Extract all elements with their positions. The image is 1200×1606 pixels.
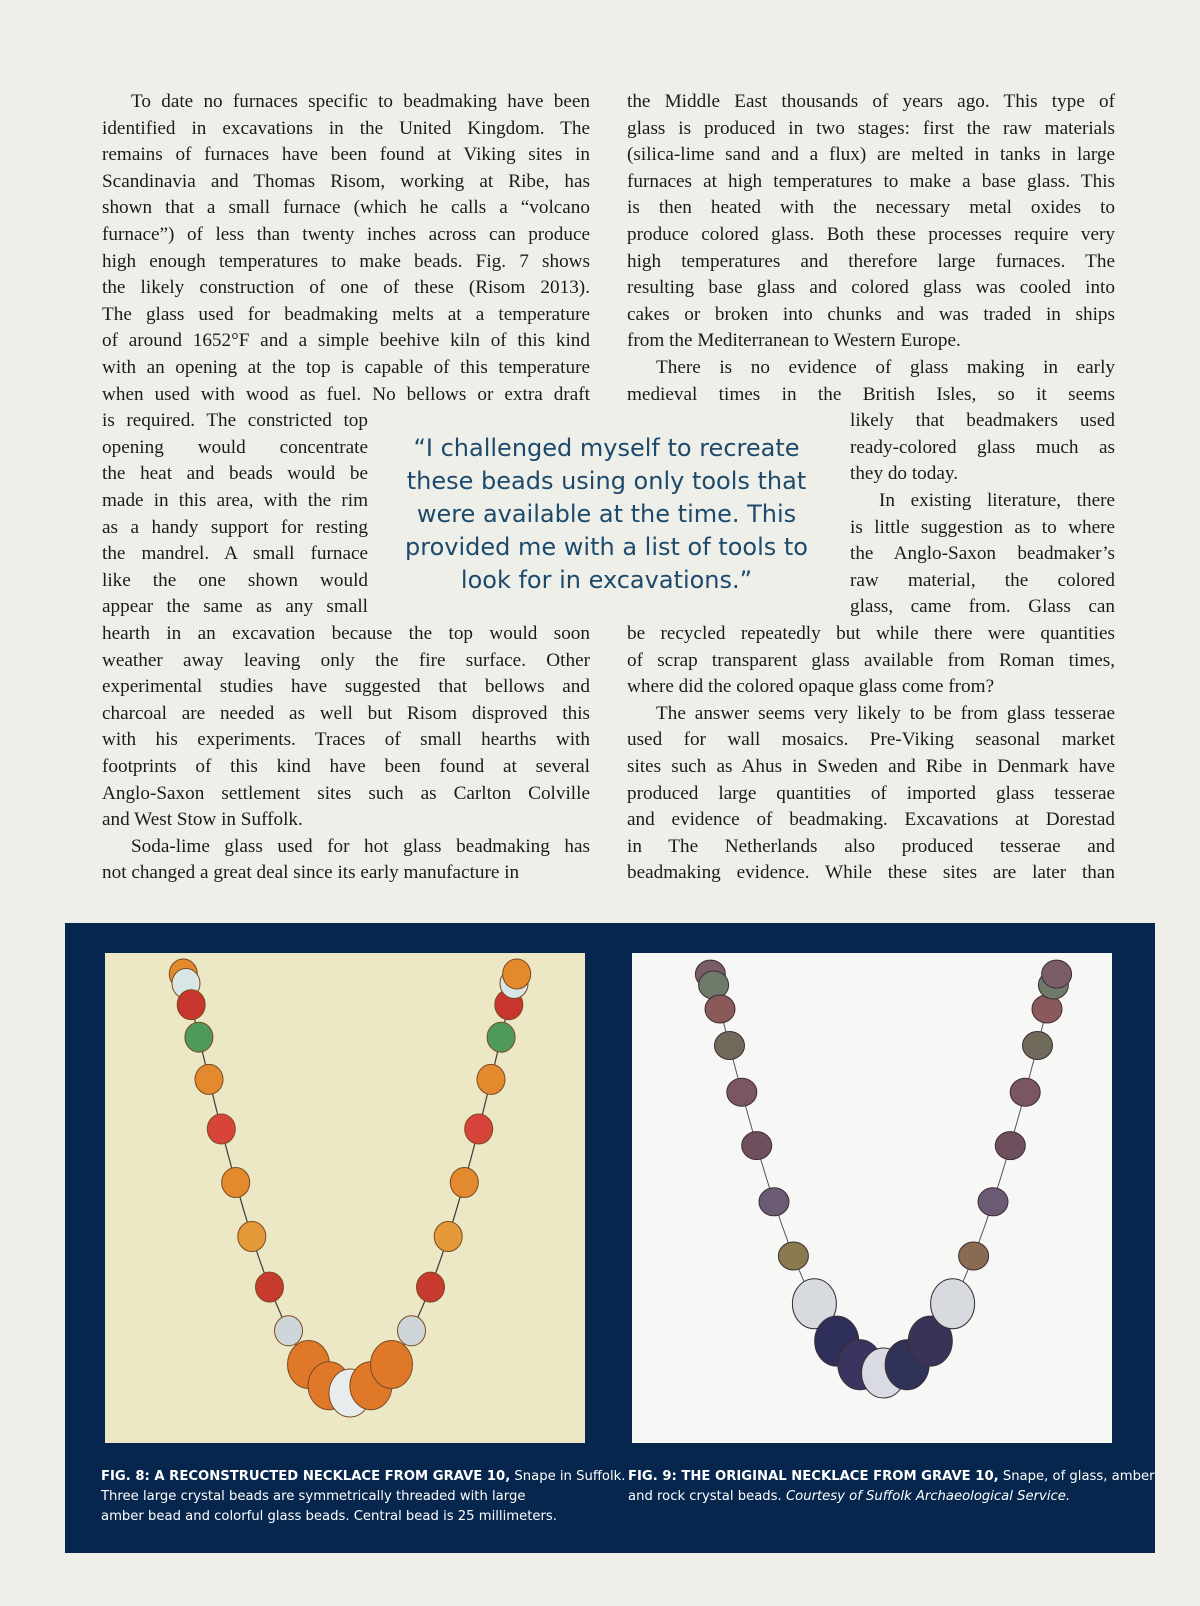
bead — [978, 1188, 1008, 1216]
bead — [207, 1114, 235, 1144]
text-line: with his experiments. Traces of small hearths with — [102, 729, 590, 751]
text-line: high temperatures and therefore large furnaces. The — [627, 250, 1115, 272]
text-line: be recycled repeatedly but while there were quantities — [627, 623, 1115, 644]
text-line: not changed a great deal since its early manufacture in — [102, 862, 520, 884]
text-line: is little suggestion as to where — [850, 516, 1115, 538]
text-line: with an opening at the top is capable of this temperature — [102, 357, 590, 378]
text-line: in The Netherlands also produced tesserae and — [627, 835, 1115, 857]
text-line: of around 1652°F and a simple beehive kiln of this kind — [102, 330, 590, 352]
bead — [1042, 960, 1072, 988]
bead — [727, 1078, 757, 1106]
figure-panel — [65, 923, 1155, 1553]
text-line: hearth in an excavation because the top would soon — [102, 623, 590, 644]
text-line: raw material, the colored — [850, 569, 1115, 591]
caption-line — [101, 1467, 626, 1487]
text-line: ready-colored glass much as — [850, 436, 1115, 458]
bead — [931, 1279, 975, 1329]
text-line: is required. The constricted top — [102, 410, 368, 432]
text-line: opening would concentrate — [102, 436, 368, 458]
text-line: sites such as Ahus in Sweden and Ribe in Denmark have — [627, 756, 1115, 777]
bead — [487, 1022, 515, 1052]
text-line: furnaces at high temperatures to make a base glass. This — [627, 170, 1115, 192]
caption-text: and rock crystal beads. — [628, 1489, 786, 1504]
text-line: Anglo-Saxon settlement sites such as Carlton Colville — [102, 782, 590, 804]
bead — [256, 1272, 284, 1302]
text-line: remains of furnaces have been found at Viking sites in — [102, 144, 590, 166]
text-line: the Anglo-Saxon beadmaker’s — [850, 543, 1115, 565]
text-line: the heat and beads would be — [102, 463, 368, 485]
pull-quote-line: provided me with a list of tools to — [405, 533, 808, 561]
bead — [759, 1188, 789, 1216]
text-line: produced large quantities of imported glass tesserae — [627, 782, 1115, 804]
caption-line — [628, 1467, 1155, 1487]
bead — [1032, 995, 1062, 1023]
text-line: they do today. — [850, 463, 958, 485]
bead — [450, 1168, 478, 1198]
bead — [1023, 1032, 1053, 1060]
text-line: where did the colored opaque glass come from? — [627, 676, 995, 698]
text-line: medieval times in the British Isles, so it seems — [627, 383, 1115, 405]
necklace-illustration — [105, 953, 585, 1443]
fig8-caption — [101, 1467, 626, 1527]
caption-line: amber bead and colorful glass beads. Central bead is 25 millimeters. — [101, 1509, 557, 1524]
text-line: cakes or broken into chunks and was traded in ships — [627, 303, 1115, 325]
text-line: is then heated with the necessary metal oxides to — [627, 197, 1115, 219]
text-line: identified in excavations in the United Kingdom. The — [102, 117, 590, 139]
caption-line: Three large crystal beads are symmetrically threaded with large — [101, 1489, 526, 1504]
text-line: Scandinavia and Thomas Risom, working at Ribe, has — [102, 170, 590, 192]
pull-quote-line: look for in excavations.” — [460, 566, 753, 594]
text-line: In existing literature, there — [879, 490, 1115, 511]
caption-text: Snape in Suffolk. — [510, 1469, 626, 1484]
text-line: the Middle East thousands of years ago. This type of — [627, 91, 1115, 112]
text-line: furnace”) of less than twenty inches across can produce — [102, 224, 590, 245]
text-line: glass is produced in two stages: first the raw materials — [627, 117, 1115, 139]
caption-bold: FIG. 8: A RECONSTRUCTED NECKLACE FROM GRAVE 10, — [101, 1469, 511, 1484]
bead — [477, 1064, 505, 1094]
caption-bold: FIG. 9: THE ORIGINAL NECKLACE FROM GRAVE 10, — [628, 1469, 999, 1484]
text-line: likely that beadmakers used — [850, 410, 1115, 432]
bead — [371, 1341, 413, 1389]
bead — [705, 995, 735, 1023]
caption-credit: Courtesy of Suffolk Archaeological Service. — [785, 1489, 1071, 1504]
bead — [434, 1222, 462, 1252]
text-line: like the one shown would — [102, 569, 368, 591]
text-line: The glass used for beadmaking melts at a temperature — [102, 303, 590, 325]
text-line: from the Mediterranean to Western Europe. — [627, 330, 961, 352]
bead — [778, 1242, 808, 1270]
text-line: used for wall mosaics. Pre-Viking seasonal market — [627, 729, 1115, 751]
fig8-reconstructed-necklace-image — [105, 953, 585, 1443]
text-line: resulting base glass and colored glass was cooled into — [627, 277, 1115, 299]
bead — [238, 1222, 266, 1252]
bead — [503, 959, 531, 989]
text-line: (silica-lime sand and a flux) are melted in tanks in large — [627, 144, 1115, 166]
pull-quote-line: these beads using only tools that — [406, 467, 807, 495]
bead — [195, 1064, 223, 1094]
text-line: To date no furnaces specific to beadmaking have been — [131, 91, 590, 112]
text-line: when used with wood as fuel. No bellows or extra draft — [102, 383, 590, 405]
bead — [417, 1272, 445, 1302]
bead — [959, 1242, 989, 1270]
bead — [1010, 1078, 1040, 1106]
fig9-caption — [628, 1467, 1155, 1507]
text-line: the likely construction of one of these (Risom 2013). — [102, 277, 590, 299]
text-line: and West Stow in Suffolk. — [102, 809, 303, 831]
text-line: the mandrel. A small furnace — [102, 543, 368, 565]
caption-text: Snape, of glass, amber — [998, 1469, 1155, 1484]
text-line: made in this area, with the rim — [102, 490, 368, 511]
text-line: There is no evidence of glass making in early — [656, 357, 1115, 378]
text-line: experimental studies have suggested that bellows and — [102, 676, 590, 698]
text-line: as a handy support for resting — [102, 516, 368, 538]
text-line: appear the same as any small — [102, 596, 368, 618]
text-line: produce colored glass. Both these processes require very — [627, 224, 1115, 245]
fig9-original-necklace-image — [632, 953, 1112, 1443]
text-line: high enough temperatures to make beads. Fig. 7 shows — [102, 250, 590, 272]
text-line: charcoal are needed as well but Risom disproved this — [102, 702, 590, 724]
pull-quote — [388, 432, 825, 597]
bead — [185, 1022, 213, 1052]
bead — [398, 1316, 426, 1346]
text-line: weather away leaving only the fire surface. Other — [102, 649, 590, 671]
text-line: footprints of this kind have been found at several — [102, 756, 590, 777]
necklace-photo — [632, 953, 1112, 1443]
text-line: shown that a small furnace (which he calls a “volcano — [102, 197, 590, 219]
pull-quote-line: were available at the time. This — [416, 500, 797, 528]
text-line: The answer seems very likely to be from glass tesserae — [656, 702, 1115, 724]
bead — [699, 971, 729, 999]
text-line: of scrap transparent glass available from Roman times, — [627, 649, 1115, 671]
bead — [177, 990, 205, 1020]
text-line: Soda-lime glass used for hot glass beadmaking has — [131, 835, 590, 857]
bead — [222, 1168, 250, 1198]
bead — [995, 1132, 1025, 1160]
bead — [465, 1114, 493, 1144]
bead — [275, 1316, 303, 1346]
text-line: glass, came from. Glass can — [850, 596, 1115, 618]
caption-line — [628, 1487, 1118, 1507]
bead — [715, 1032, 745, 1060]
bead — [742, 1132, 772, 1160]
pull-quote-line: “I challenged myself to recreate — [413, 434, 800, 462]
text-line: beadmaking evidence. While these sites are later than — [627, 862, 1115, 884]
text-line: and evidence of beadmaking. Excavations at Dorestad — [627, 809, 1115, 831]
